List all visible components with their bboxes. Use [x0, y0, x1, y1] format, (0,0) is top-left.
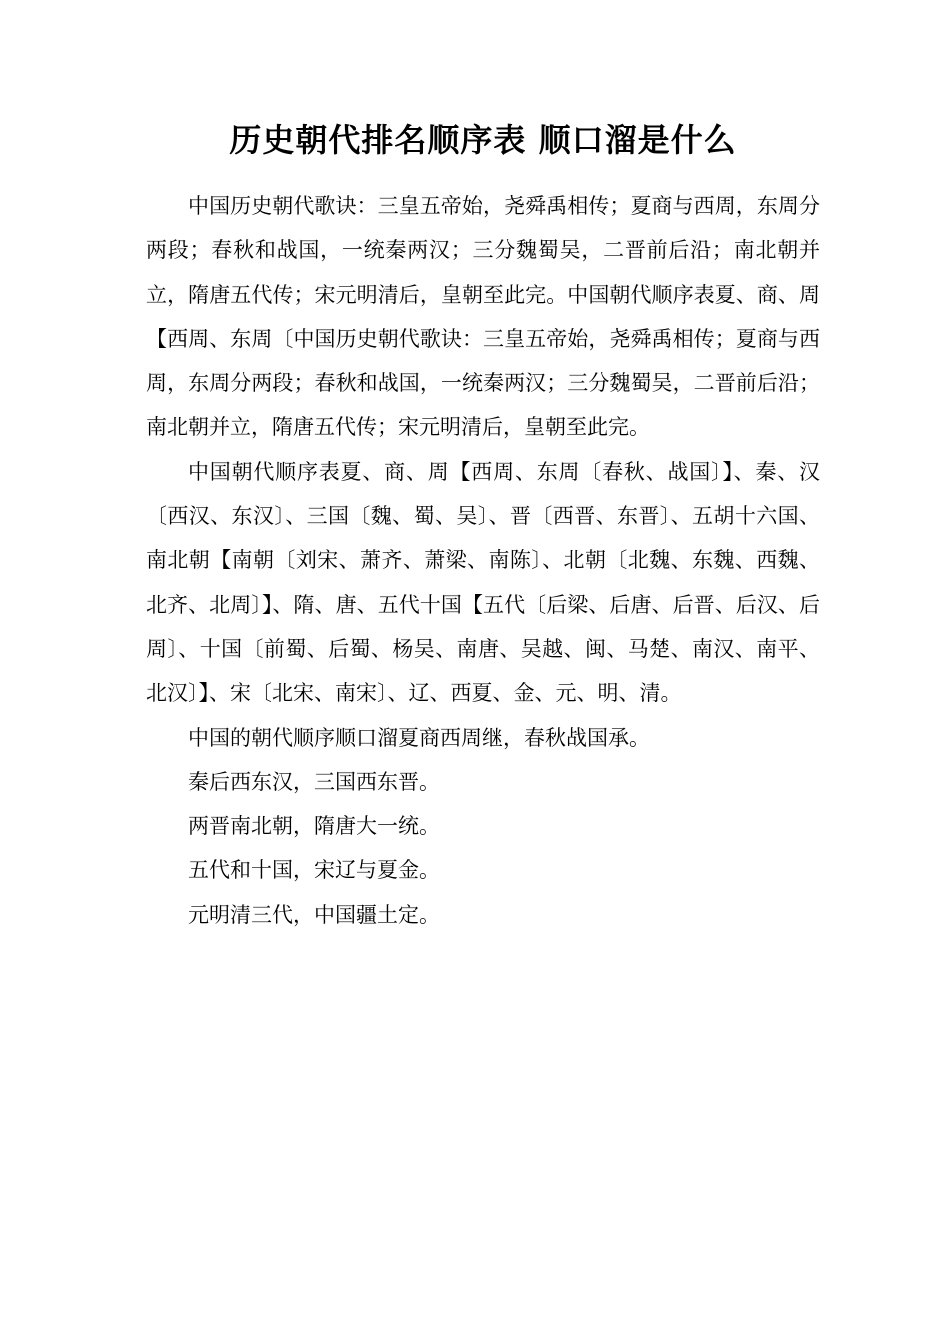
paragraph-dynasty-rhyme: 中国历史朝代歌诀：三皇五帝始，尧舜禹相传；夏商与西周，东周分两段；春秋和战国，一统秦两汉；三分魏蜀吴，二晋前后沿；南北朝并立，隋唐五代传；宋元明清后，皇朝至此完。中国朝代顺序表夏、商、周【西周、东周〔中国历史朝代歌诀：三皇五帝始，尧舜禹相传；夏商与西周，东周分两段；春秋和战国，一统秦两汉；三分魏蜀吴，二晋前后沿；南北朝并立，隋唐五代传；宋元明清后，皇朝至此完。: [146, 194, 820, 440]
verse-line: 元明清三代，中国疆土定。: [188, 902, 440, 927]
verse-line: 中国的朝代顺序顺口溜夏商西周继，春秋战国承。: [188, 725, 650, 750]
document-body: [146, 184, 820, 937]
verse-line: 两晋南北朝，隋唐大一统。: [188, 814, 440, 839]
paragraph-dynasty-order: 中国朝代顺序表夏、商、周【西周、东周〔春秋、战国〕】、秦、汉〔西汉、东汉〕、三国〔魏、蜀、吴〕、晋〔西晋、东晋〕、五胡十六国、南北朝【南朝〔刘宋、萧齐、萧梁、南陈〕、北朝〔北魏、东魏、西魏、北齐、北周〕】、隋、唐、五代十国【五代〔后梁、后唐、后晋、后汉、后周〕、十国〔前蜀、后蜀、杨吴、南唐、吴越、闽、马楚、南汉、南平、北汉〕】、宋〔北宋、南宋〕、辽、西夏、金、元、明、清。: [146, 459, 820, 706]
verse-line: 五代和十国，宋辽与夏金。: [188, 858, 440, 883]
document-title: 历史朝代排名顺序表 顺口溜是什么: [229, 121, 737, 159]
verse-line: 秦后西东汉，三国西东晋。: [188, 769, 440, 794]
